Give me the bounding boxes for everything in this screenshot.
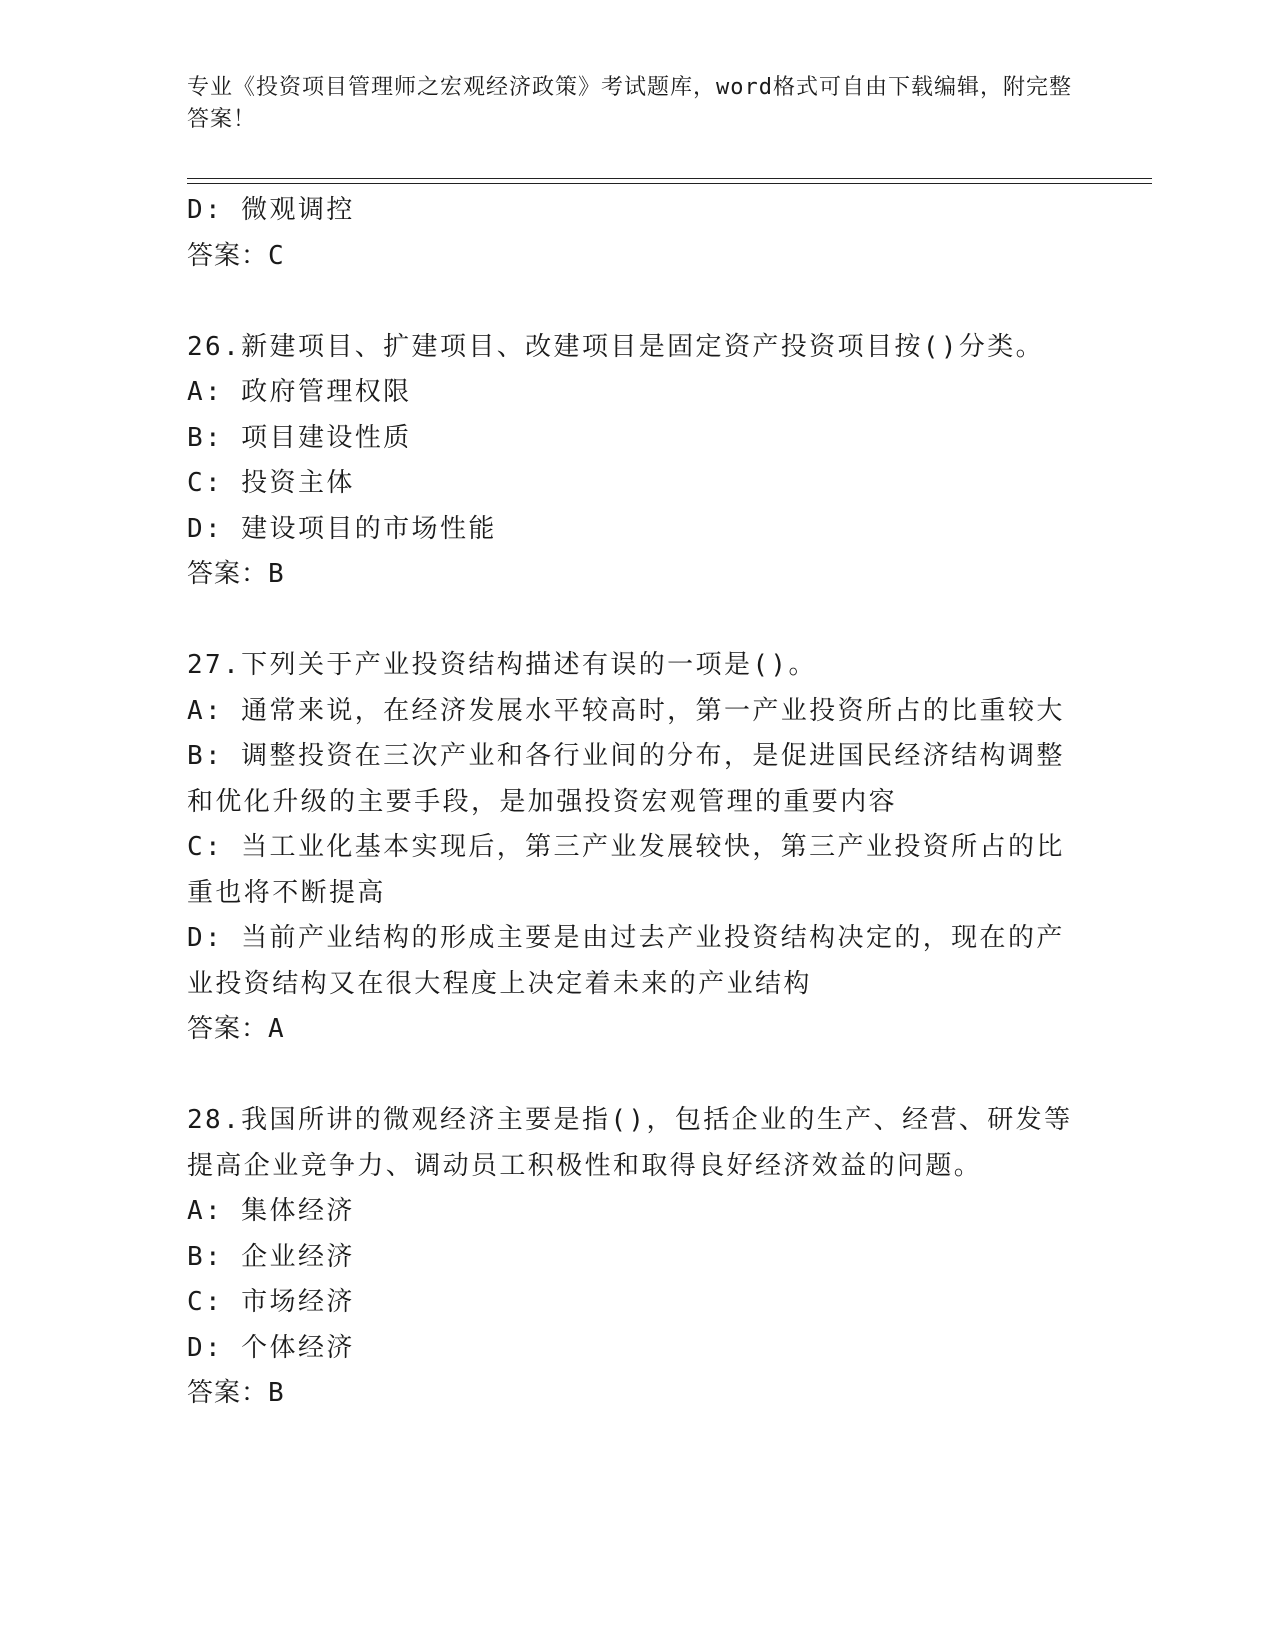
option-c: C: 投资主体	[187, 468, 355, 498]
question-28	[187, 1098, 1077, 1417]
answer-line	[187, 234, 1077, 280]
option-d: D: 建设项目的市场性能	[187, 513, 497, 544]
document-header: 专业《投资项目管理师之宏观经济政策》考试题库，word格式可自由下载编辑，附完整答案！	[187, 75, 1072, 132]
option-b: B: 项目建设性质	[187, 422, 412, 453]
question-stem: 28.我国所讲的微观经济主要是指()，包括企业的生产、经营、研发等提高企业竞争力、调动员工积极性和取得良好经济效益的问题。	[187, 1105, 1073, 1181]
answer-value: A	[268, 1014, 285, 1044]
question-stem: 27.下列关于产业投资结构描述有误的一项是()。	[187, 650, 817, 680]
answer-line	[187, 1371, 1077, 1417]
question-fragment	[187, 188, 1077, 279]
option-b: B: 调整投资在三次产业和各行业间的分布，是促进国民经济结构调整和优化升级的主要手段，是加强投资宏观管理的重要内容	[187, 741, 1065, 817]
header-rule-bottom	[187, 183, 1152, 184]
answer-line	[187, 552, 1077, 598]
option-a: A: 通常来说，在经济发展水平较高时，第一产业投资所占的比重较大	[187, 695, 1065, 726]
answer-label: 答案：	[187, 1014, 269, 1044]
option-a: A: 政府管理权限	[187, 377, 412, 407]
answer-line	[187, 1007, 1077, 1053]
question-list	[187, 188, 1077, 1417]
answer-label: 答案：	[187, 240, 269, 271]
option-d: D: 个体经济	[187, 1332, 355, 1363]
option-d: D: 当前产业结构的形成主要是由过去产业投资结构决定的，现在的产业投资结构又在很大程度上决定着未来的产业结构	[187, 923, 1065, 999]
question-stem: 26.新建项目、扩建项目、改建项目是固定资产投资项目按()分类。	[187, 331, 1045, 362]
header-rule-top	[187, 178, 1152, 179]
answer-value: C	[268, 240, 285, 271]
spacer	[187, 598, 1077, 644]
option-d: D: 微观调控	[187, 195, 355, 225]
option-a: A: 集体经济	[187, 1196, 355, 1226]
answer-value: B	[268, 1378, 285, 1408]
option-c: C: 当工业化基本实现后，第三产业发展较快，第三产业投资所占的比重也将不断提高	[187, 832, 1065, 908]
option-c: C: 市场经济	[187, 1287, 355, 1317]
answer-label: 答案：	[187, 1378, 269, 1408]
question-26	[187, 325, 1077, 598]
spacer	[187, 279, 1077, 325]
answer-label: 答案：	[187, 559, 269, 589]
spacer	[187, 1053, 1077, 1099]
question-27	[187, 643, 1077, 1053]
answer-value: B	[268, 559, 285, 589]
option-b: B: 企业经济	[187, 1241, 355, 1272]
